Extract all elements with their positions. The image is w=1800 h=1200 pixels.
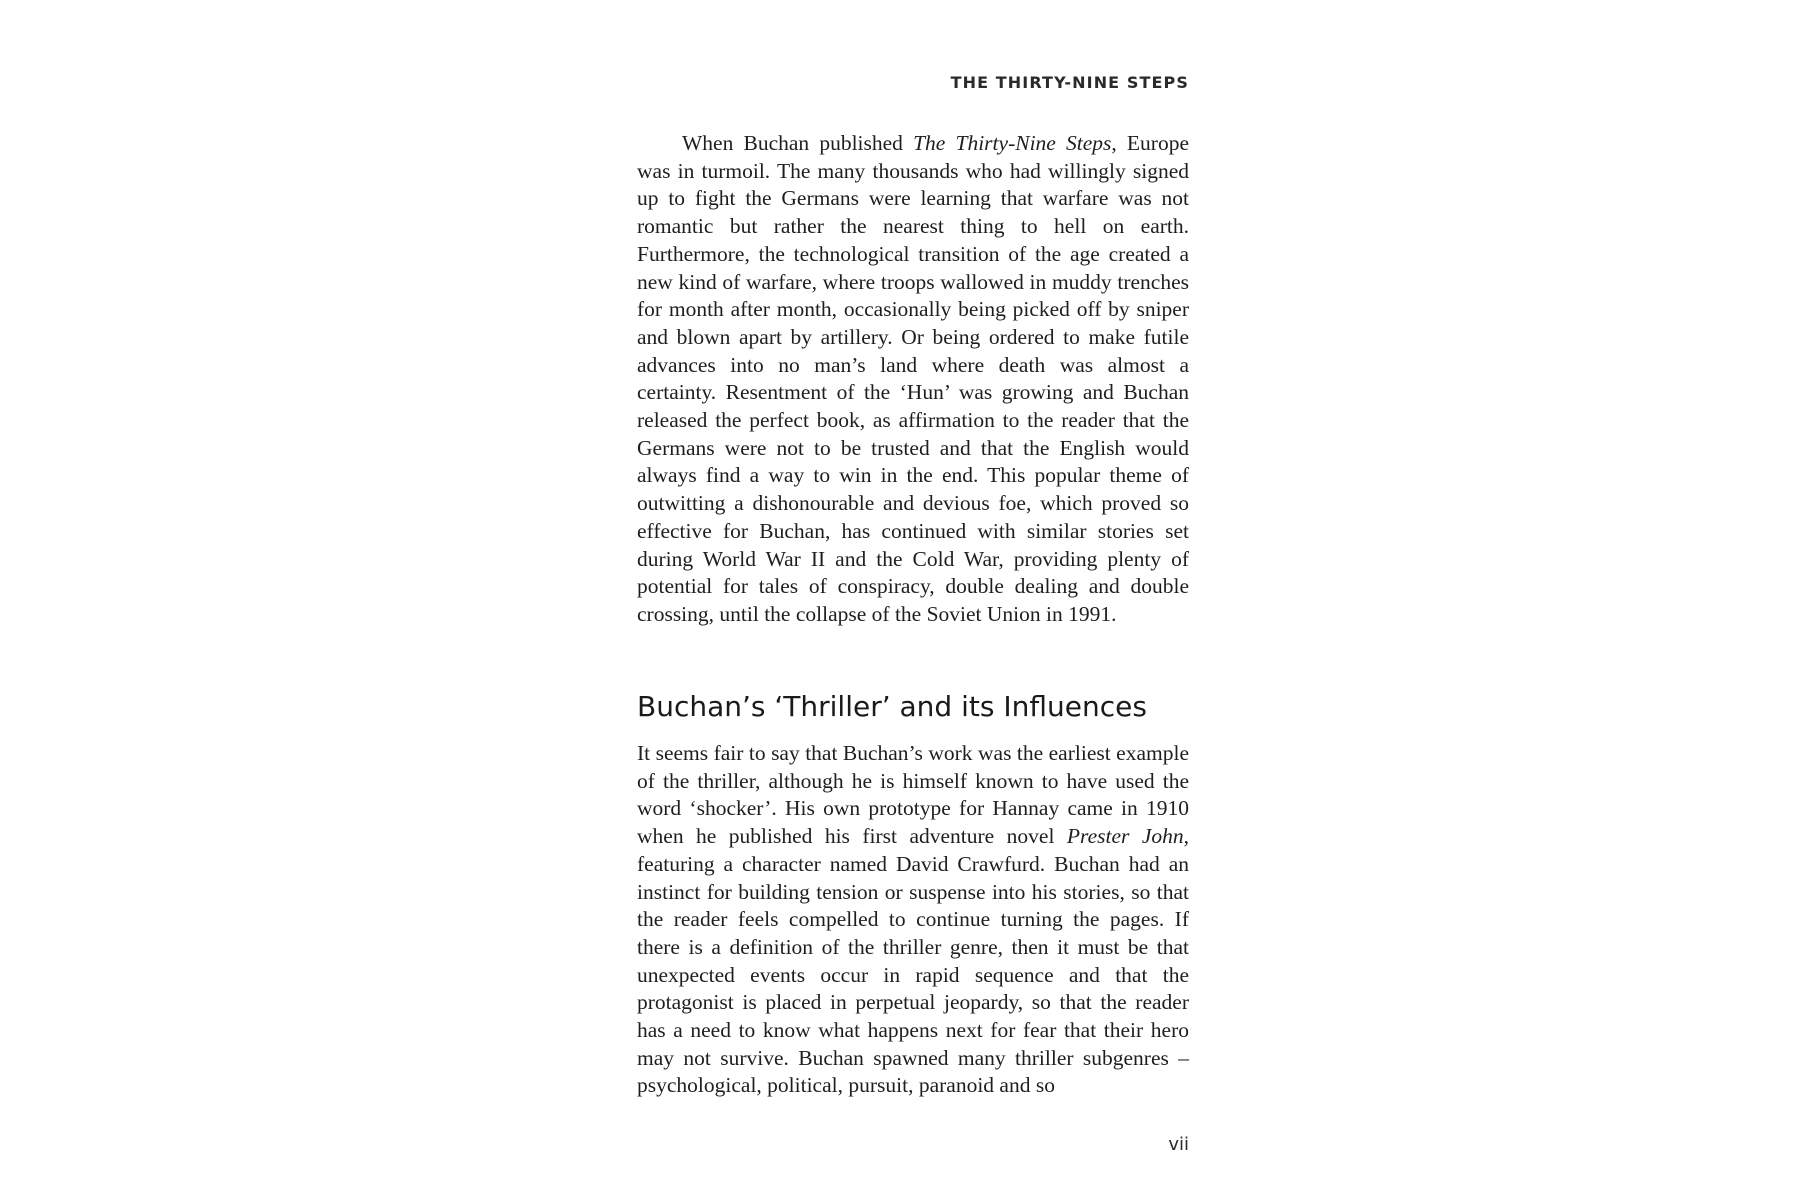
body-paragraph-2 — [637, 740, 1189, 1100]
paragraph-2-text-start: It seems fair to say that Buchan’s work was the earliest example of the thriller, although he is himself known to have used the word ‘shocker’. His own prototype for Hannay came in 1910 when he published his first adventure novel — [637, 741, 1189, 849]
book-title-italic: The Thirty-Nine Steps — [913, 131, 1112, 155]
page-number: vii — [1168, 1134, 1189, 1155]
paragraph-2-text-rest: , featuring a character named David Crawfurd. Buchan had an instinct for building tension or suspense into his stories, so that the reader feels compelled to continue turning the pages. If there is a definition of the thriller genre, then it must be that unexpected events occur in rapid sequence and that the protagonist is placed in perpetual jeopardy, so that the reader has a need to know what happens next for fear that their hero may not survive. Buchan spawned many thriller subgenres – psychological, political, pursuit, paranoid and so — [637, 824, 1189, 1098]
novel-title-italic: Prester John — [1066, 824, 1184, 849]
body-paragraph-1 — [637, 130, 1189, 629]
running-head: THE THIRTY-NINE STEPS — [950, 73, 1189, 92]
paragraph-1-text-rest: , Europe was in turmoil. The many thousands who had willingly signed up to fight the Germans were learning that warfare was not romantic but rather the nearest thing to hell on earth. Furthermore, the technological transition of the age created a new kind of warfare, where troops wallowed in muddy trenches for month after month, occasionally being picked off by sniper and blown apart by artillery. Or being ordered to make futile advances into no man’s land where death was almost a certainty. Resentment of the ‘Hun’ was growing and Buchan released the perfect book, as affirmation to the reader that the Germans were not to be trusted and that the English would always find a way to win in the end. This popular theme of outwitting a dishonourable and devious foe, which proved so effective for Buchan, has continued with similar stories set during World War II and the Cold War, providing plenty of potential for tales of conspiracy, double dealing and double crossing, until the collapse of the Soviet Union in 1991. — [637, 131, 1189, 626]
paragraph-1-text-start: When Buchan published — [682, 131, 914, 155]
book-page — [637, 70, 1189, 1160]
section-heading: Buchan’s ‘Thriller’ and its Influences — [637, 690, 1147, 723]
